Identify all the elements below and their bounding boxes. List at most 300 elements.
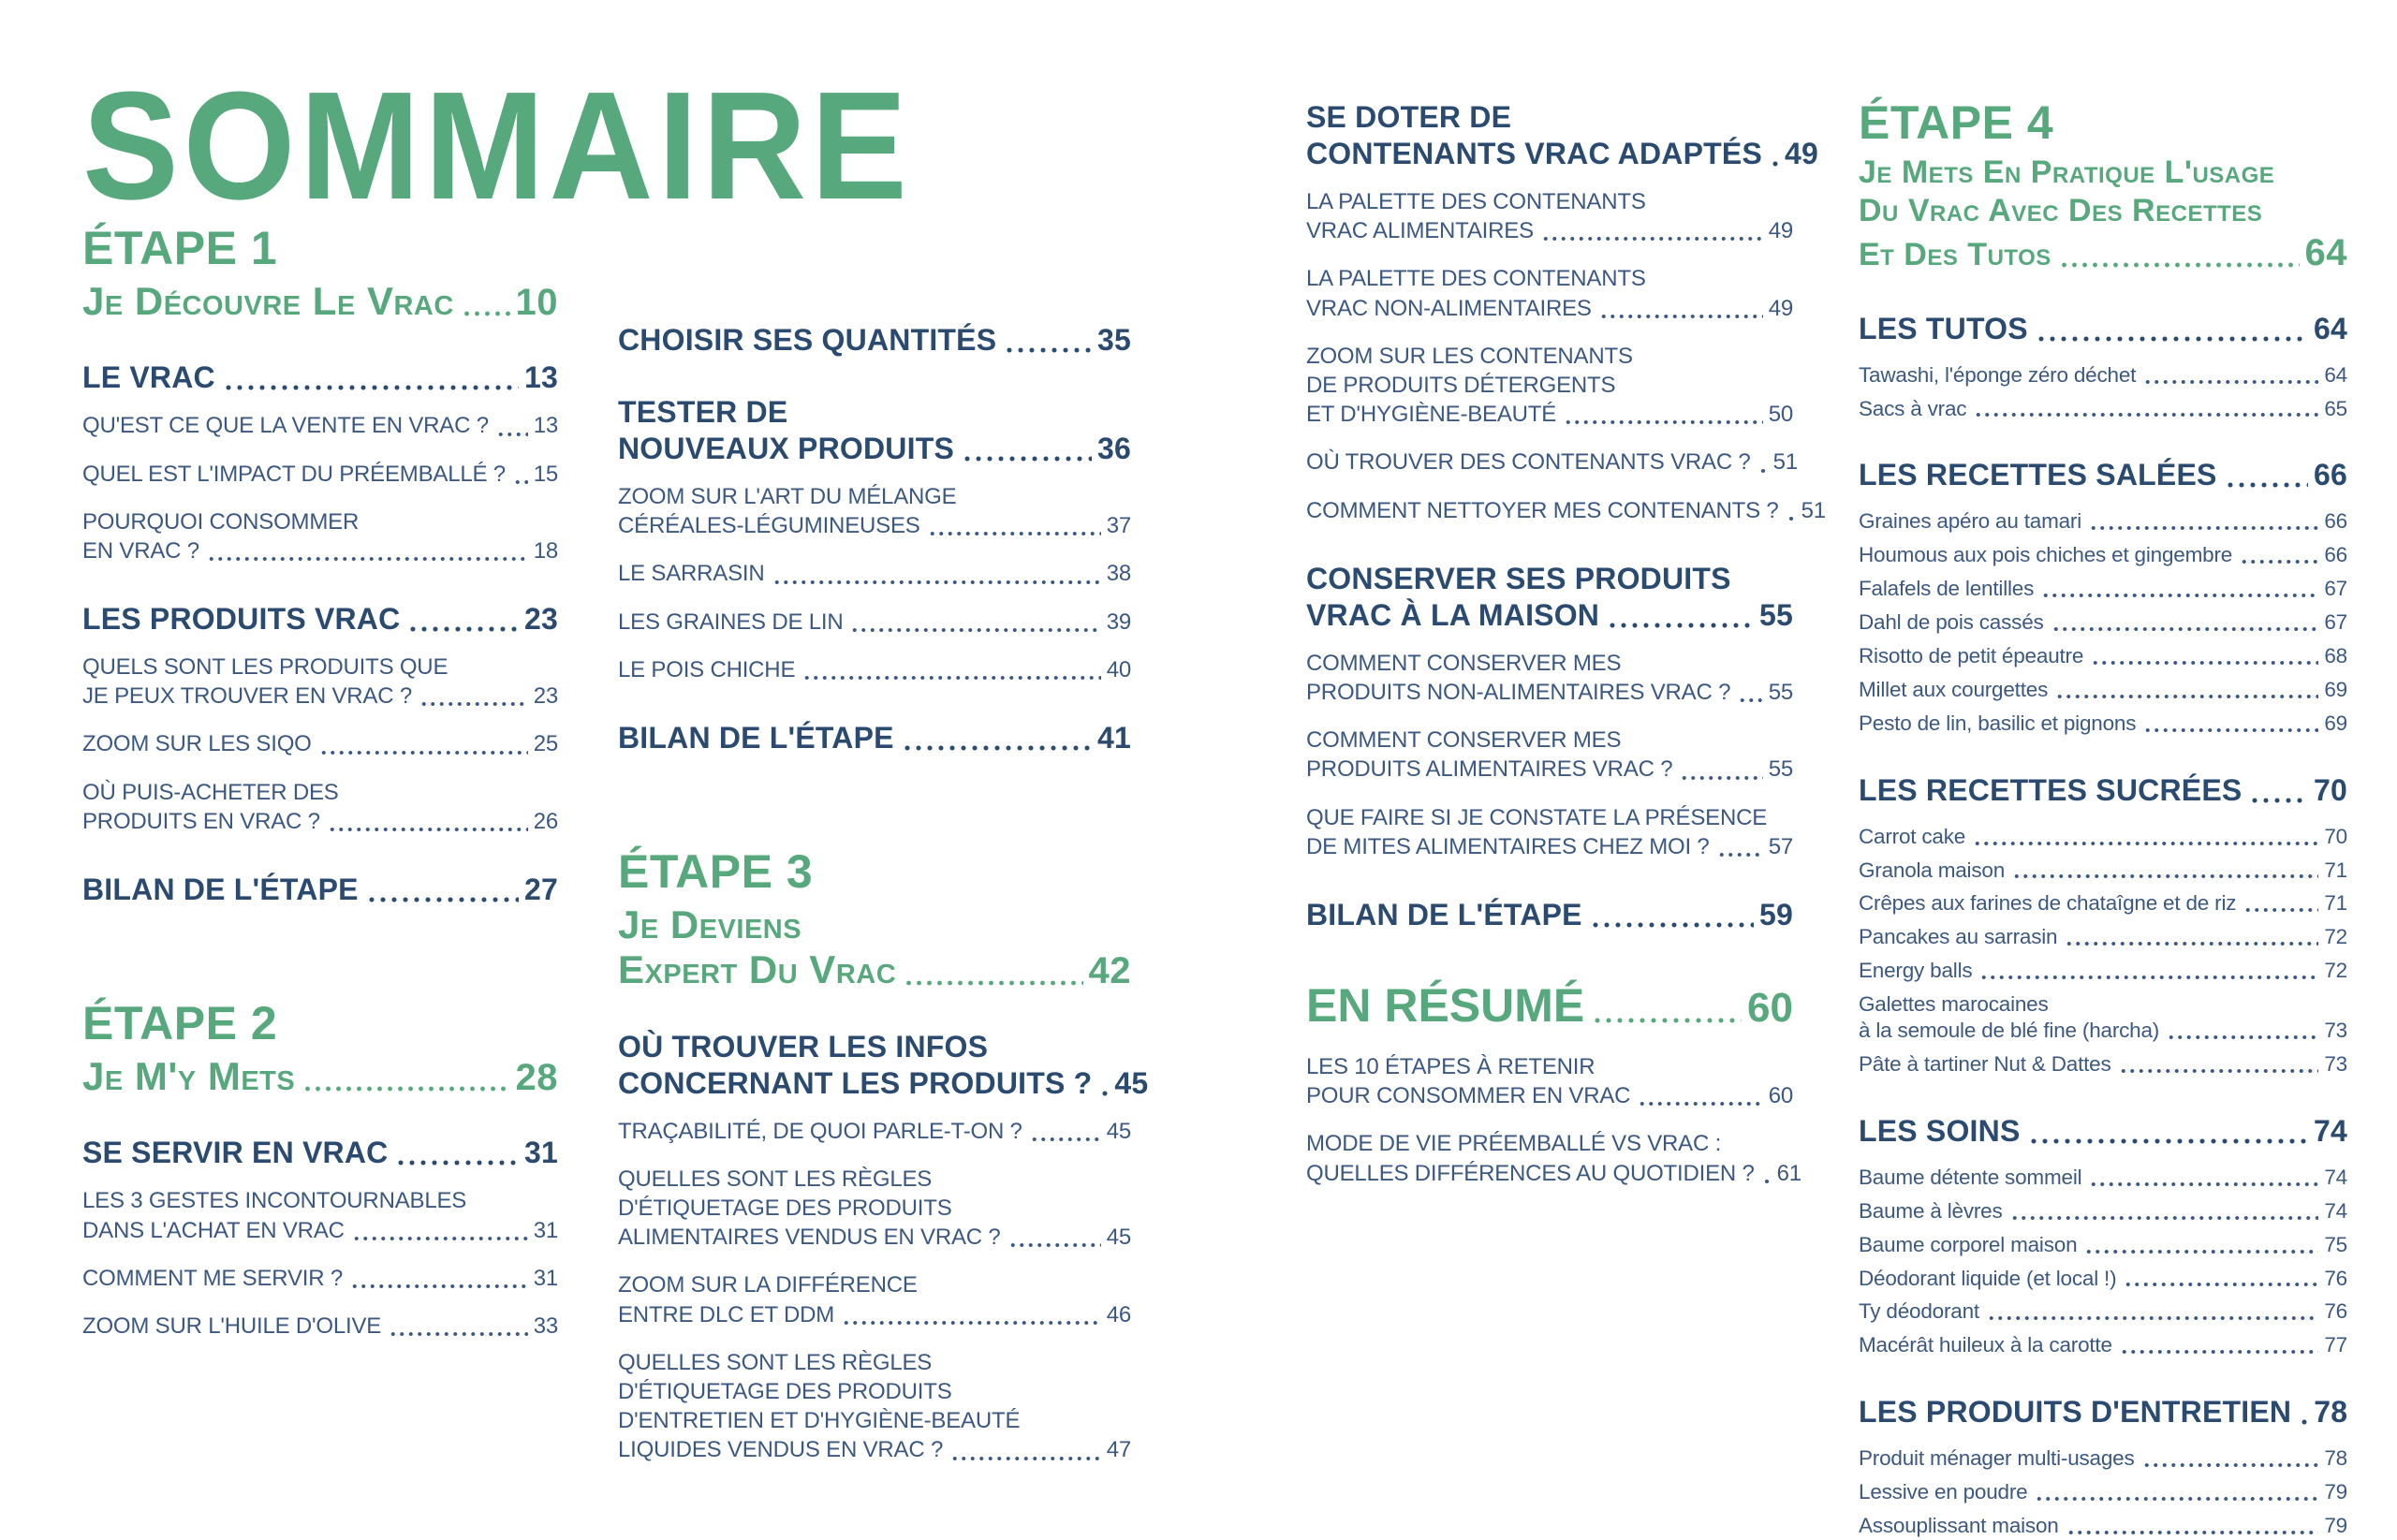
toc-section-heading (1859, 457, 2347, 493)
page-number: 50 (1768, 402, 1793, 428)
toc-entry (82, 507, 558, 565)
toc-section-heading (1859, 311, 2347, 347)
toc-entry-row (618, 322, 1131, 359)
page-number: 73 (2324, 1019, 2347, 1043)
toc-entry (618, 1348, 1131, 1465)
toc-entry-label: Baume à lèvres (1859, 1198, 2003, 1223)
toc-recipe-entry (1859, 858, 2347, 884)
toc-column-4-blocks (1859, 97, 2347, 1539)
toc-entry-row (1306, 216, 1793, 245)
toc-column-2-blocks (618, 322, 1149, 1465)
etape-title: ÉTAPE 2 (82, 997, 278, 1050)
toc-entry (82, 411, 558, 440)
toc-entry-row (82, 536, 558, 565)
dot-leader (419, 702, 528, 707)
toc-entry-row (1306, 447, 1798, 477)
toc-entry-label: VRAC ALIMENTAIRES (1306, 218, 1534, 244)
toc-entry-label: PRODUITS NON-ALIMENTAIRES VRAC ? (1306, 680, 1731, 705)
toc-entry-label: TRAÇABILITÉ, DE QUOI PARLE-T-ON ? (618, 1118, 1022, 1144)
toc-entry-label: CÉRÉALES-LÉGUMINEUSES (618, 513, 920, 539)
toc-recipe-entry (1859, 508, 2347, 535)
toc-entry-label: OÙ TROUVER DES CONTENANTS VRAC ? (1306, 449, 1751, 476)
toc-entry-line: QUELLES SONT LES RÈGLES (618, 1166, 933, 1192)
toc-entry-row (618, 720, 1131, 756)
toc-entry-line: LA PALETTE DES CONTENANTS (1306, 266, 1646, 292)
dot-leader (1979, 975, 2318, 980)
page-number: 35 (1097, 323, 1131, 357)
dot-leader (1564, 420, 1763, 425)
toc-entry-line: QUELS SONT LES PRODUITS QUE (82, 654, 449, 681)
toc-entry-row (82, 872, 558, 908)
toc-entry-row (1859, 1113, 2347, 1150)
toc-column-3 (1306, 0, 1826, 1207)
toc-recipe-entry (1859, 711, 2347, 737)
toc-entry-label: Assouplissant maison (1859, 1514, 2059, 1538)
toc-recipe-entry (1859, 609, 2347, 636)
page-number: 45 (1106, 1225, 1131, 1251)
toc-entry-label: LIQUIDES VENDUS EN VRAC ? (618, 1437, 944, 1463)
toc-recipe-entry (1859, 1266, 2347, 1292)
toc-entry-label: DANS L'ACHAT EN VRAC (82, 1217, 345, 1243)
toc-recipe-entry (1859, 924, 2347, 950)
toc-entry-row (1306, 897, 1793, 933)
toc-entry-label: Pâte à tartiner Nut & Dattes (1859, 1051, 2111, 1076)
page-number: 28 (515, 1057, 558, 1099)
toc-entry-label: LES RECETTES SALÉES (1859, 458, 2217, 492)
toc-entry-label: LES TUTOS (1859, 311, 2028, 345)
toc-entry (1306, 447, 1798, 477)
toc-entry (1306, 264, 1793, 322)
toc-entry (82, 460, 558, 489)
page-number: 51 (1772, 449, 1798, 476)
etape-subtitle (618, 902, 1131, 993)
page-number: 55 (1768, 756, 1793, 783)
toc-entry-label: Lessive en poudre (1859, 1480, 2028, 1504)
dot-leader (319, 751, 528, 755)
dot-leader (2066, 1531, 2319, 1535)
page-number: 31 (533, 1217, 558, 1243)
page-number: 66 (2314, 458, 2347, 492)
toc-entry-row (1306, 294, 1793, 323)
dot-leader (366, 897, 519, 902)
toc-entry-row (1859, 1445, 2347, 1472)
dot-leader (2249, 798, 2308, 803)
dot-leader (2010, 1216, 2319, 1221)
toc-entry-label: VRAC NON-ALIMENTAIRES (1306, 295, 1592, 321)
dot-leader (407, 626, 519, 632)
page-number: 31 (533, 1265, 558, 1291)
toc-recipe-entry (1859, 1479, 2347, 1505)
toc-entry-label: POUR CONSOMMER EN VRAC (1306, 1083, 1631, 1109)
page-number: 13 (524, 360, 558, 395)
toc-recipe-entry (1859, 1445, 2347, 1472)
toc-entry-row (1859, 1298, 2347, 1325)
etape-heading (82, 998, 558, 1049)
toc-entry (1306, 649, 1793, 707)
toc-entry-row (1306, 400, 1793, 429)
toc-recipe-entry (1859, 677, 2347, 703)
toc-entry-label: à la semoule de blé fine (harcha) (1859, 1019, 2160, 1043)
toc-entry-row (618, 1065, 1149, 1102)
toc-section-heading (618, 322, 1131, 359)
dot-leader (902, 745, 1092, 751)
toc-entry-label: ZOOM SUR LES SIQO (82, 731, 312, 757)
toc-recipe-entry (1859, 958, 2347, 984)
toc-entry-row (82, 1054, 558, 1099)
toc-entry-label: Sacs à vrac (1859, 396, 1967, 420)
toc-entry-label: LE SARRASIN (618, 561, 765, 587)
dot-leader (2225, 482, 2308, 488)
toc-entry-row (82, 460, 558, 489)
toc-entry-label: Expert Du Vrac (618, 947, 897, 992)
toc-entry (1306, 496, 1826, 525)
toc-entry-row (1859, 1513, 2347, 1539)
dot-leader (1607, 623, 1754, 628)
toc-entry-row (82, 411, 558, 440)
dot-leader (496, 433, 528, 437)
dot-leader (1638, 1102, 1762, 1107)
dot-leader (962, 456, 1092, 462)
page-number: 49 (1785, 137, 1818, 171)
toc-entry-row (1306, 832, 1793, 861)
toc-entry-label: Millet aux courgettes (1859, 677, 2049, 701)
dot-leader (950, 1457, 1101, 1461)
toc-entry-row (618, 947, 1131, 992)
toc-entry-line: ZOOM SUR L'ART DU MÉLANGE (618, 484, 957, 510)
dot-leader (1770, 161, 1779, 167)
page-number: 71 (2324, 858, 2347, 882)
toc-entry-line: DE PRODUITS DÉTERGENTS (1306, 373, 1616, 398)
toc-column-2 (618, 0, 1149, 1484)
dot-leader (2240, 560, 2318, 565)
toc-recipe-entry (1859, 1051, 2347, 1078)
dot-leader (328, 828, 528, 832)
toc-entry (82, 778, 558, 836)
dot-leader (2041, 594, 2318, 598)
dot-leader (1030, 1137, 1101, 1142)
page-number: 64 (2314, 311, 2347, 345)
toc-recipe-entry (1859, 1198, 2347, 1225)
toc-entry-label: Pesto de lin, basilic et pignons (1859, 711, 2137, 735)
toc-entry-row (1306, 1081, 1793, 1110)
toc-recipe-entry (1859, 1298, 2347, 1325)
toc-entry-label: JE PEUX TROUVER EN VRAC ? (82, 683, 412, 710)
page-number: 49 (1768, 295, 1793, 321)
dot-leader (1974, 413, 2318, 418)
page-number: 41 (1097, 721, 1131, 755)
toc-entry-row (1859, 1479, 2347, 1505)
dot-leader (2167, 1035, 2318, 1040)
toc-entry-line: TESTER DE (618, 395, 788, 430)
toc-entry-label: Granola maison (1859, 858, 2006, 882)
toc-entry-label: Je M'y Mets (82, 1054, 296, 1099)
toc-entry-label: LES PRODUITS D'ENTRETIEN (1859, 1395, 2292, 1430)
dot-leader (1987, 1316, 2318, 1321)
toc-entry (618, 655, 1131, 684)
etape-title: ÉTAPE 1 (82, 222, 278, 274)
toc-entry (82, 1186, 558, 1244)
toc-entry (1306, 803, 1793, 861)
toc-recipe-entry (1859, 643, 2347, 669)
toc-recipe-entry (1859, 824, 2347, 850)
page-number: 72 (2324, 925, 2347, 949)
toc-entry (1306, 342, 1793, 430)
toc-entry (618, 559, 1131, 588)
toc-section-heading (1306, 99, 1818, 172)
toc-entry-label: Ty déodorant (1859, 1299, 1979, 1324)
dot-leader (2036, 336, 2308, 342)
toc-section-heading (82, 1135, 558, 1171)
dot-leader (2065, 942, 2318, 946)
page-number: 39 (1106, 609, 1131, 635)
toc-entry-row (1859, 1051, 2347, 1078)
toc-entry-label: LES GRAINES DE LIN (618, 609, 844, 635)
toc-entry-label: SE SERVIR EN VRAC (82, 1136, 389, 1170)
dot-leader (2051, 627, 2319, 632)
page-number: 37 (1106, 513, 1131, 539)
toc-entry (618, 482, 1131, 540)
dot-leader (1008, 1243, 1101, 1248)
dot-leader (2055, 695, 2318, 699)
toc-entry-line: D'ENTRETIEN ET D'HYGIÈNE-BEAUTÉ (618, 1408, 1021, 1434)
toc-entry-row (618, 655, 1131, 684)
toc-entry-row (1859, 1165, 2347, 1191)
page-number: 31 (524, 1136, 558, 1170)
toc-entry-row (82, 601, 558, 638)
toc-entry-label: ALIMENTAIRES VENDUS EN VRAC ? (618, 1225, 1001, 1251)
toc-entry (1306, 187, 1793, 245)
toc-entry-row (82, 807, 558, 836)
toc-column-3-blocks (1306, 99, 1826, 1188)
toc-section-heading (82, 359, 558, 396)
dot-leader (2120, 1350, 2319, 1355)
toc-entry-row (82, 359, 558, 396)
toc-entry-label: Tawashi, l'éponge zéro déchet (1859, 362, 2137, 387)
toc-entry-row (618, 431, 1131, 467)
page-number: 66 (2324, 543, 2347, 567)
dot-leader (842, 1321, 1101, 1326)
toc-entry-row (1859, 609, 2347, 636)
toc-entry-line: LA PALETTE DES CONTENANTS (1306, 189, 1646, 215)
toc-entry-label: Risotto de petit épeautre (1859, 644, 2084, 667)
toc-entry-label: ENTRE DLC ET DDM (618, 1301, 835, 1327)
dot-leader (2012, 874, 2318, 879)
toc-entry-row (1859, 1332, 2347, 1358)
toc-entry-label: Houmous aux pois chiches et gingembre (1859, 543, 2233, 567)
toc-entry-label: Je Découvre Le Vrac (82, 279, 454, 323)
page-number: 79 (2324, 1514, 2347, 1538)
toc-entry-row (1306, 980, 1793, 1032)
toc-entry-line: Je Deviens (618, 902, 802, 947)
toc-entry (82, 653, 558, 711)
page-number: 15 (533, 461, 558, 487)
toc-entry (1306, 1052, 1793, 1110)
dot-leader (1004, 347, 1092, 353)
dot-leader (2119, 1069, 2319, 1074)
toc-entry-row (1306, 496, 1826, 525)
toc-entry-line: COMMENT CONSERVER MES (1306, 727, 1622, 754)
toc-entry-row (1306, 597, 1793, 634)
toc-entry-label: Déodorant liquide (et local !) (1859, 1266, 2117, 1290)
dot-leader (462, 311, 510, 316)
page-number: 55 (1768, 680, 1793, 705)
toc-entry-row (618, 1223, 1131, 1252)
toc-entry-row (1859, 858, 2347, 884)
toc-recipe-entry (1859, 1332, 2347, 1358)
toc-entry-row (1859, 677, 2347, 703)
page-number: 76 (2324, 1299, 2347, 1324)
toc-section-heading (618, 394, 1131, 467)
toc-entry-line: QUELLES SONT LES RÈGLES (618, 1349, 933, 1375)
toc-entry-row (82, 1135, 558, 1171)
toc-entry-label: NOUVEAUX PRODUITS (618, 432, 954, 466)
page-number: 71 (2324, 891, 2347, 916)
page-number: 64 (2324, 362, 2347, 387)
toc-entry-row (1859, 457, 2347, 493)
toc-entry-label: Macérât huileux à la carotte (1859, 1333, 2112, 1357)
toc-entry-row (82, 682, 558, 711)
dot-leader (1738, 698, 1762, 703)
page-number: 23 (524, 602, 558, 637)
page-number: 65 (2324, 396, 2347, 420)
toc-entry-row (1859, 576, 2347, 602)
toc-recipe-entry (1859, 890, 2347, 917)
toc-entry (618, 608, 1131, 637)
etape-title: ÉTAPE 3 (618, 845, 814, 899)
dot-leader (802, 676, 1100, 681)
toc-recipe-entry (1859, 362, 2347, 389)
dot-leader (2299, 1419, 2308, 1425)
toc-recipe-entry (1859, 1513, 2347, 1539)
dot-leader (2089, 1182, 2318, 1187)
page-number: 78 (2324, 1446, 2347, 1471)
summary-heading (1306, 980, 1793, 1032)
toc-section-heading (618, 720, 1131, 756)
toc-entry-line: POURQUOI CONSOMMER (82, 508, 360, 535)
toc-section-heading (82, 872, 558, 908)
toc-entry-row (1859, 311, 2347, 347)
dot-leader (2028, 1138, 2308, 1144)
toc-entry-row (1306, 1159, 1801, 1188)
toc-entry-row (82, 729, 558, 758)
page-number: 57 (1768, 833, 1793, 859)
toc-section-heading (1859, 1394, 2347, 1430)
page-number: 61 (1776, 1160, 1801, 1186)
toc-entry (1306, 1129, 1801, 1187)
page-number: 59 (1759, 897, 1793, 931)
page-number: 25 (533, 731, 558, 757)
toc-entry-label: CHOISIR SES QUANTITÉS (618, 323, 997, 357)
toc-entry-label: LE VRAC (82, 360, 215, 395)
toc-entry-row (618, 511, 1131, 540)
toc-entry-row (1306, 136, 1818, 172)
toc-entry-row (1859, 1266, 2347, 1292)
dot-leader (1680, 776, 1762, 781)
dot-leader (2143, 380, 2318, 385)
dot-leader (513, 480, 528, 485)
dot-leader (2142, 1463, 2319, 1468)
toc-entry (618, 1165, 1131, 1253)
dot-leader (772, 580, 1101, 585)
etape-subtitle (1859, 154, 2347, 275)
toc-entry-label: QUEL EST L'IMPACT DU PRÉEMBALLÉ ? (82, 461, 506, 487)
page-number: 55 (1759, 597, 1793, 632)
etape-heading (1859, 97, 2347, 148)
page-number: 69 (2324, 711, 2347, 735)
dot-leader (2084, 1250, 2318, 1254)
page-number: 64 (2304, 231, 2347, 273)
etape-subtitle (82, 279, 558, 324)
toc-section-heading (82, 601, 558, 638)
page-number: 38 (1106, 561, 1131, 587)
toc-entry-line: ZOOM SUR LA DIFFÉRENCE (618, 1272, 918, 1298)
page-number: 46 (1106, 1301, 1131, 1327)
dot-leader (2059, 262, 2300, 268)
toc-entry-label: QUELLES DIFFÉRENCES AU QUOTIDIEN ? (1306, 1160, 1755, 1186)
page-number: 74 (2314, 1113, 2347, 1148)
toc-entry-label: Falafels de lentilles (1859, 577, 2035, 601)
page-number: 67 (2324, 610, 2347, 635)
page-number: 79 (2324, 1480, 2347, 1504)
toc-entry-label: EN VRAC ? (82, 537, 199, 564)
toc-entry-row (1859, 230, 2347, 275)
toc-entry-row (1859, 1232, 2347, 1258)
toc-entry-label: Baume détente sommeil (1859, 1165, 2082, 1189)
toc-entry-row (1859, 890, 2347, 917)
toc-entry-line: D'ÉTIQUETAGE DES PRODUITS (618, 1195, 952, 1222)
toc-section-heading (1306, 897, 1793, 933)
toc-entry-label: EN RÉSUMÉ (1306, 978, 1585, 1032)
toc-recipe-entry (1859, 991, 2347, 1044)
toc-entry-row (82, 1312, 558, 1341)
toc-entry-label: Et Des Tutos (1859, 236, 2051, 272)
toc-entry-label: QU'EST CE QUE LA VENTE EN VRAC ? (82, 413, 489, 439)
toc-entry-label: Produit ménager multi-usages (1859, 1446, 2135, 1471)
dot-leader (1973, 842, 2318, 846)
toc-entry-label: BILAN DE L'ÉTAPE (1306, 897, 1582, 931)
toc-section-heading (1306, 561, 1793, 634)
toc-entry-label: COMMENT NETTOYER MES CONTENANTS ? (1306, 497, 1779, 523)
toc-entry-row (1859, 958, 2347, 984)
toc-entry-label: Crêpes aux farines de chataîgne et de riz (1859, 891, 2237, 916)
dot-leader (395, 1160, 519, 1166)
dot-leader (1762, 1180, 1772, 1184)
toc-recipe-entry (1859, 1232, 2347, 1258)
page-number: 77 (2324, 1333, 2347, 1357)
toc-entry-row (1859, 508, 2347, 535)
page-number: 74 (2324, 1198, 2347, 1223)
dot-leader (1599, 315, 1763, 319)
toc-entry-line: LES 3 GESTES INCONTOURNABLES (82, 1188, 467, 1214)
toc-entry-row (1859, 362, 2347, 389)
page-number: 33 (533, 1313, 558, 1339)
toc-entry (82, 1264, 558, 1293)
toc-entry-label: ZOOM SUR L'HUILE D'OLIVE (82, 1313, 382, 1339)
page-title: SOMMAIRE (82, 60, 912, 231)
toc-entry-label: Carrot cake (1859, 824, 1966, 848)
toc-entry-line: ZOOM SUR LES CONTENANTS (1306, 343, 1633, 369)
toc-entry-label: LES RECETTES SUCRÉES (1859, 772, 2243, 807)
toc-entry-row (1859, 824, 2347, 850)
page-number: 10 (515, 282, 558, 323)
dot-leader (302, 1086, 509, 1092)
toc-column-1-blocks (82, 223, 558, 1341)
toc-entry-label: Baume corporel maison (1859, 1232, 2078, 1256)
dot-leader (850, 628, 1100, 633)
toc-entry-label: PRODUITS ALIMENTAIRES VRAC ? (1306, 756, 1673, 783)
toc-entry-row (1859, 1018, 2347, 1044)
toc-entry-row (1859, 396, 2347, 422)
